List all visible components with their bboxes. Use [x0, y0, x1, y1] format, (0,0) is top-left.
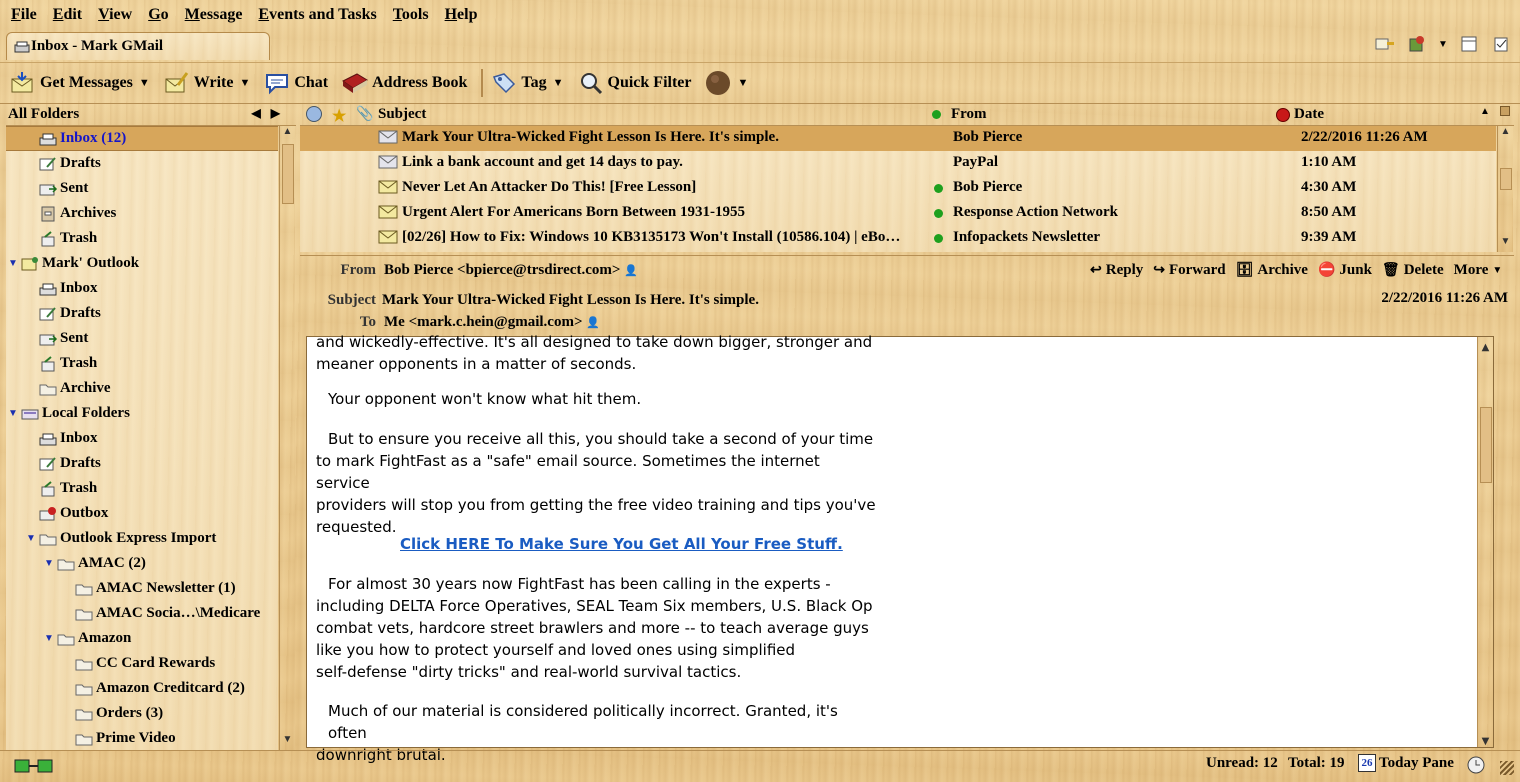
menu-edit[interactable]: Edit	[52, 6, 83, 23]
folder-label: Local Folders	[42, 405, 130, 421]
folder-item[interactable]	[6, 451, 278, 476]
more-label: More	[1453, 262, 1489, 278]
account-icon	[20, 255, 40, 273]
folder-label: AMAC (2)	[78, 555, 146, 571]
message-date: 1:10 AM	[1301, 154, 1357, 170]
body-line: For almost 30 years now FightFast has been calling in the experts -	[328, 575, 831, 593]
inbox-icon	[38, 430, 58, 448]
get-messages-label: Get Messages	[40, 74, 133, 91]
toolbar-separator	[481, 69, 483, 97]
folder-item[interactable]	[6, 701, 278, 726]
folder-label: Drafts	[60, 155, 101, 171]
archive-button[interactable]	[1236, 262, 1308, 279]
from-value[interactable]	[384, 262, 638, 279]
folder-label: Prime Video	[96, 730, 176, 746]
walnut-icon	[705, 70, 731, 96]
forward-button[interactable]	[1153, 262, 1225, 279]
message-from: PayPal	[953, 154, 998, 170]
unread-dot-icon	[934, 184, 943, 193]
subject-column-label: Subject	[378, 106, 427, 122]
chevron-down-icon[interactable]: ▼	[138, 77, 150, 89]
drafts-icon	[38, 305, 58, 323]
folder-item[interactable]	[6, 226, 278, 251]
menu-go[interactable]: Go	[148, 6, 169, 23]
folder-label: Trash	[60, 480, 98, 496]
folder-tree	[6, 126, 278, 750]
message-date: 2/22/2016 11:26 AM	[1301, 129, 1428, 145]
message-subject: [02/26] How to Fix: Windows 10 KB3135173 Won't Install (10586.104) | eBo…	[402, 229, 901, 245]
chevron-down-icon[interactable]: ▼	[239, 77, 251, 89]
message-from: Bob Pierce	[953, 179, 1023, 195]
folder-icon	[56, 630, 76, 648]
inbox-icon	[38, 130, 58, 148]
quick-filter-button[interactable]	[578, 70, 692, 96]
scroll-thumb[interactable]	[282, 144, 294, 204]
message-body-scrollbar[interactable]	[1477, 337, 1493, 747]
folder-item[interactable]	[6, 726, 278, 751]
folder-label: Outlook Express Import	[60, 530, 217, 546]
junk-button[interactable]	[1318, 262, 1372, 279]
from-column-label: From	[951, 106, 987, 122]
thread-icon	[306, 106, 322, 122]
outbox-icon	[38, 505, 58, 523]
body-line: providers will stop you from getting the free video training and tips you've	[316, 496, 876, 514]
expand-twisty-icon[interactable]: ▼	[26, 533, 36, 544]
message-header-pane	[300, 255, 1514, 335]
archive-icon: 🗄	[1235, 263, 1254, 278]
junk-icon: ⛔	[1317, 263, 1336, 278]
star-icon: ★	[332, 108, 347, 125]
folder-label: Inbox (12)	[60, 130, 127, 146]
menu-view[interactable]: View	[98, 6, 133, 23]
message-subject: Mark Your Ultra-Wicked Fight Lesson Is Here. It's simple.	[402, 129, 779, 145]
get-messages-button[interactable]	[10, 70, 150, 96]
folder-label: Inbox	[60, 430, 98, 446]
folder-item[interactable]	[6, 126, 278, 151]
sort-ascending-icon[interactable]: ▲	[1480, 106, 1490, 117]
chevron-down-icon: ▼	[1492, 265, 1503, 276]
more-button[interactable]	[1454, 262, 1503, 279]
delete-button[interactable]	[1382, 262, 1444, 279]
menu-bar	[0, 0, 1520, 30]
scroll-thumb[interactable]	[1500, 168, 1512, 190]
star-column[interactable]	[332, 106, 346, 126]
inbox-icon	[38, 280, 58, 298]
body-line: like you how to protect yourself and loved ones using simplified	[316, 641, 796, 659]
to-label: To	[359, 314, 376, 330]
message-date: 2/22/2016 11:26 AM	[1381, 290, 1508, 306]
scroll-down-arrow[interactable]: ▼	[282, 734, 293, 745]
folder-label: AMAC Newsletter (1)	[96, 580, 236, 596]
unread-envelope-icon	[378, 205, 398, 224]
address-book-icon	[342, 70, 368, 96]
drafts-icon	[38, 455, 58, 473]
tab-title: Inbox - Mark GMail	[31, 38, 164, 54]
folder-icon	[74, 605, 94, 623]
folder-icon	[74, 680, 94, 698]
body-line: and wickedly-effective. It's all designed to take down bigger, stronger and	[316, 333, 873, 351]
message-row[interactable]	[300, 201, 1496, 226]
folder-label: CC Card Rewards	[96, 655, 216, 671]
subject-value: Mark Your Ultra-Wicked Fight Lesson Is Here. It's simple.	[382, 292, 759, 308]
forward-icon: ↪	[1153, 263, 1165, 278]
folder-item[interactable]	[6, 376, 278, 401]
folder-icon	[38, 530, 58, 548]
forward-label: Forward	[1168, 262, 1226, 278]
reply-icon: ↩	[1090, 263, 1102, 278]
folder-icon	[74, 705, 94, 723]
body-line: self-defense "dirty tricks" and real-world survival tactics.	[316, 663, 742, 681]
chevron-down-icon[interactable]: ▼	[552, 77, 564, 89]
today-pane-label: Today Pane	[1379, 754, 1454, 771]
folder-item[interactable]	[6, 351, 278, 376]
message-subject: Never Let An Attacker Do This! [Free Lesson]	[402, 179, 697, 195]
sent-icon	[38, 180, 58, 198]
folder-icon	[74, 730, 94, 748]
expand-twisty-icon[interactable]: ▼	[8, 408, 18, 419]
scroll-down-arrow[interactable]: ▼	[1500, 236, 1511, 247]
calendar-icon: 26	[1358, 754, 1376, 772]
folder-item[interactable]	[6, 151, 278, 176]
message-from: Infopackets Newsletter	[953, 229, 1101, 245]
message-row[interactable]	[300, 226, 1496, 251]
online-status-icon[interactable]	[14, 758, 54, 779]
sent-icon	[38, 330, 58, 348]
menu-events-and-tasks[interactable]: Events and Tasks	[258, 6, 377, 23]
unread-envelope-icon	[378, 180, 398, 199]
folder-item[interactable]	[6, 501, 278, 526]
body-paragraph	[316, 428, 876, 538]
contact-icon[interactable]: 👤	[624, 265, 638, 277]
from-address[interactable]: Bob Pierce <bpierce@trsdirect.com>	[384, 262, 621, 278]
write-icon	[164, 70, 190, 96]
folder-label: Trash	[60, 355, 98, 371]
menu-tools[interactable]: Tools	[392, 6, 429, 23]
trash-icon	[38, 480, 58, 498]
menu-file[interactable]: File	[11, 6, 37, 23]
tab-toolbar-icons	[1374, 34, 1512, 54]
chat-label: Chat	[294, 74, 329, 91]
junk-icon	[1276, 108, 1290, 122]
tab-inbox[interactable]	[6, 32, 270, 60]
folder-icon	[56, 555, 76, 573]
folder-view-title: All Folders	[8, 106, 80, 122]
body-line: But to ensure you receive all this, you should take a second of your time	[328, 430, 874, 448]
paperclip-icon: 📎	[356, 107, 374, 122]
folder-item[interactable]	[6, 176, 278, 201]
unread-envelope-icon	[378, 230, 398, 249]
chevron-down-icon[interactable]: ▼	[1438, 38, 1448, 50]
body-line: downright brutal.	[316, 746, 446, 764]
expand-twisty-icon[interactable]: ▼	[44, 558, 54, 569]
junk-label: Junk	[1339, 262, 1372, 278]
folder-label: AMAC Socia…\Medicare	[96, 605, 261, 621]
unread-dot-icon	[932, 110, 941, 119]
trash-icon	[38, 355, 58, 373]
read-envelope-icon	[378, 155, 398, 174]
get-messages-icon	[10, 70, 36, 96]
message-from: Response Action Network	[953, 204, 1118, 220]
write-label: Write	[193, 74, 234, 91]
body-line: to mark FightFast as a "safe" email source. Sometimes the internet service	[316, 452, 820, 492]
folder-item[interactable]	[6, 676, 278, 701]
search-icon	[578, 70, 604, 96]
folder-icon	[74, 580, 94, 598]
tag-icon	[491, 70, 517, 96]
address-book-button[interactable]	[342, 70, 467, 96]
delete-label: Delete	[1403, 262, 1444, 278]
folder-label: Sent	[60, 330, 89, 346]
folder-label: Archives	[60, 205, 117, 221]
folder-scrollbar[interactable]	[279, 126, 295, 750]
date-column-label: Date	[1294, 106, 1324, 122]
folder-icon	[38, 380, 58, 398]
message-row[interactable]	[300, 176, 1496, 201]
inbox-icon	[13, 37, 31, 57]
scroll-up-arrow[interactable]: ▲	[282, 126, 293, 137]
total-count: Total: 19	[1288, 755, 1345, 771]
trash-icon	[38, 230, 58, 248]
folder-item[interactable]	[6, 626, 278, 651]
message-row[interactable]	[300, 151, 1496, 176]
unread-dot-icon	[934, 209, 943, 218]
body-paragraph	[316, 331, 876, 375]
folder-item[interactable]	[6, 551, 278, 576]
scroll-up-arrow[interactable]: ▲	[1500, 126, 1511, 137]
write-button[interactable]	[164, 70, 251, 96]
folder-label: Inbox	[60, 280, 98, 296]
message-list-header	[300, 104, 1514, 126]
chevron-down-icon[interactable]: ▼	[737, 77, 749, 89]
folder-item[interactable]	[6, 301, 278, 326]
drafts-icon	[38, 155, 58, 173]
thread-column[interactable]	[306, 106, 322, 122]
events-icon[interactable]	[1374, 34, 1396, 54]
message-actions	[1080, 262, 1502, 279]
folder-item[interactable]	[6, 576, 278, 601]
folder-pane-header	[6, 104, 296, 126]
body-line: requested.	[316, 518, 397, 536]
today-pane-toggle[interactable]	[1358, 754, 1454, 772]
reply-label: Reply	[1105, 262, 1144, 278]
main-toolbar	[0, 62, 1520, 104]
folder-label: Sent	[60, 180, 89, 196]
from-column[interactable]	[932, 106, 987, 123]
app-menu-button[interactable]	[705, 70, 748, 96]
quick-filter-label: Quick Filter	[607, 74, 692, 91]
chat-icon	[264, 70, 290, 96]
scroll-down-arrow[interactable]: ▼	[1481, 736, 1490, 747]
folder-item[interactable]	[6, 651, 278, 676]
expand-twisty-icon[interactable]: ▼	[8, 258, 18, 269]
message-date: 4:30 AM	[1301, 179, 1357, 195]
message-date: 8:50 AM	[1301, 204, 1357, 220]
tab-bar	[0, 30, 1520, 62]
archive-icon	[38, 205, 58, 223]
address-book-label: Address Book	[372, 74, 468, 91]
sync-icon[interactable]	[1466, 755, 1486, 780]
folder-icon	[74, 655, 94, 673]
folder-label: Trash	[60, 230, 98, 246]
menu-help[interactable]: Help	[444, 6, 478, 23]
archive-label: Archive	[1257, 262, 1308, 278]
body-paragraph	[400, 533, 960, 555]
body-line: combat vets, hardcore street brawlers and more -- to teach average guys	[316, 619, 869, 637]
status-bar	[0, 750, 1520, 782]
folder-item[interactable]	[6, 251, 278, 276]
expand-twisty-icon[interactable]: ▼	[44, 633, 54, 644]
body-paragraph	[316, 573, 876, 683]
message-list	[300, 126, 1496, 252]
to-address[interactable]: Me <mark.c.hein@gmail.com>	[384, 314, 583, 330]
folder-label: Amazon	[78, 630, 132, 646]
folder-item[interactable]	[6, 201, 278, 226]
folder-item[interactable]	[6, 526, 278, 551]
menu-message[interactable]: Message	[184, 6, 243, 23]
column-picker-icon[interactable]	[1500, 106, 1510, 116]
safe-sender-link[interactable]: Click HERE To Make Sure You Get All Your Free Stuff.	[400, 535, 843, 553]
attachment-column[interactable]	[356, 106, 373, 123]
folder-item[interactable]	[6, 601, 278, 626]
body-line: meaner opponents in a matter of seconds.	[316, 355, 637, 373]
trash-icon: 🗑	[1381, 263, 1400, 278]
folder-label: Amazon Creditcard (2)	[96, 680, 245, 696]
message-subject: Link a bank account and get 14 days to pay.	[402, 154, 683, 170]
scroll-up-arrow[interactable]: ▲	[1481, 342, 1490, 353]
subject-label: Subject	[327, 292, 376, 308]
folder-label: Drafts	[60, 305, 101, 321]
chat-button[interactable]	[264, 70, 328, 96]
from-label: From	[340, 262, 376, 278]
tag-button[interactable]	[491, 70, 563, 96]
read-envelope-icon	[378, 130, 398, 149]
message-from: Bob Pierce	[953, 129, 1023, 145]
subject-column[interactable]	[378, 106, 426, 123]
reply-button[interactable]	[1090, 262, 1143, 279]
folder-label: Mark' Outlook	[42, 255, 140, 271]
folder-view-nav[interactable]: ◀▶	[251, 106, 290, 120]
addons-icon[interactable]	[1406, 34, 1428, 54]
to-value[interactable]	[384, 314, 600, 331]
message-subject: Urgent Alert For Americans Born Between 1931-1955	[402, 204, 745, 220]
message-list-scrollbar[interactable]	[1497, 126, 1513, 252]
body-line: including DELTA Force Operatives, SEAL Team Six members, U.S. Black Op	[316, 597, 873, 615]
message-row[interactable]	[300, 126, 1496, 151]
folder-label: Outbox	[60, 505, 109, 521]
folder-label: Orders (3)	[96, 705, 164, 721]
folder-item[interactable]	[6, 476, 278, 501]
folder-item[interactable]	[6, 426, 278, 451]
message-date: 9:39 AM	[1301, 229, 1357, 245]
folder-item[interactable]	[6, 401, 278, 426]
folder-item[interactable]	[6, 326, 278, 351]
scroll-thumb[interactable]	[1480, 407, 1492, 483]
unread-dot-icon	[934, 234, 943, 243]
body-line: Much of our material is considered politically incorrect. Granted, it's often	[328, 702, 838, 742]
folder-item[interactable]	[6, 276, 278, 301]
resize-grip-icon[interactable]	[1500, 761, 1514, 775]
body-paragraph: Your opponent won't know what hit them.	[328, 390, 642, 408]
local-folders-icon	[20, 405, 40, 423]
unread-count: Unread: 12	[1206, 755, 1278, 771]
tasks-icon[interactable]	[1490, 34, 1512, 54]
contact-icon[interactable]: 👤	[586, 317, 600, 329]
folder-label: Drafts	[60, 455, 101, 471]
tag-label: Tag	[521, 74, 547, 91]
date-column[interactable]	[1276, 106, 1324, 123]
calendar-icon[interactable]	[1458, 34, 1480, 54]
folder-label: Archive	[60, 380, 111, 396]
